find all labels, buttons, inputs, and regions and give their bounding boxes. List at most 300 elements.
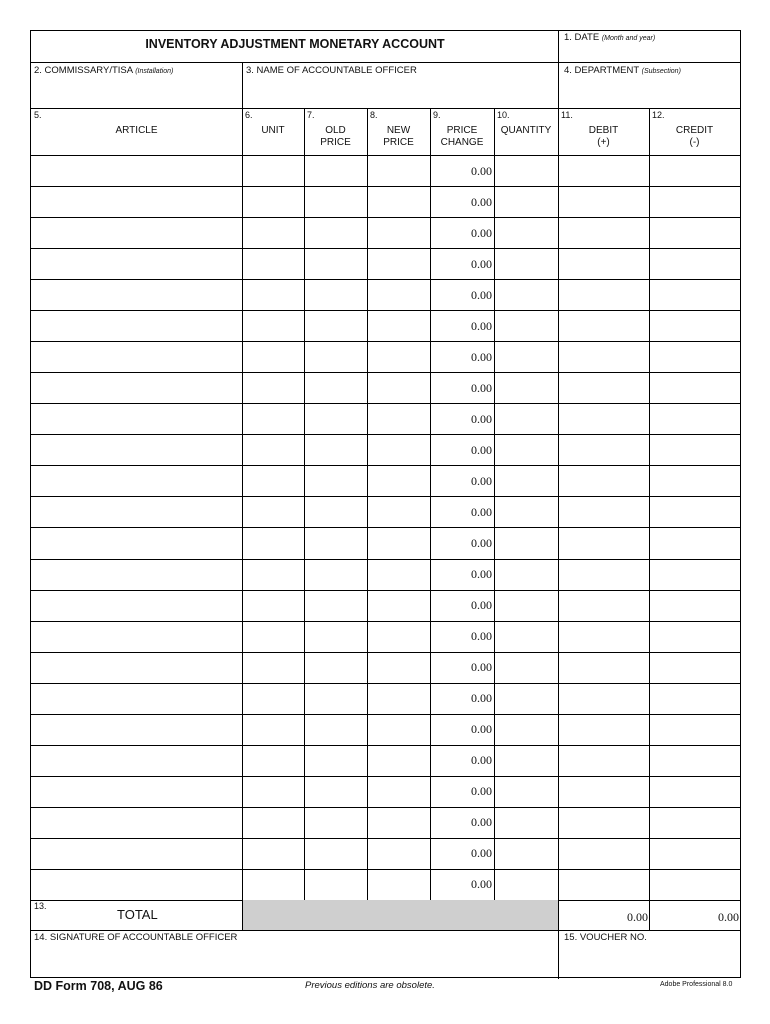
table-row bbox=[31, 186, 740, 217]
table-cell[interactable] bbox=[367, 372, 430, 403]
divider bbox=[494, 838, 495, 869]
divider bbox=[649, 465, 650, 496]
divider bbox=[494, 621, 495, 652]
table-cell[interactable] bbox=[430, 652, 494, 683]
table-cell[interactable] bbox=[367, 217, 430, 248]
table-cell[interactable] bbox=[494, 341, 558, 372]
table-cell[interactable] bbox=[304, 683, 367, 714]
divider bbox=[494, 155, 495, 186]
divider bbox=[31, 930, 740, 931]
table-cell[interactable] bbox=[494, 590, 558, 621]
table-cell[interactable] bbox=[242, 434, 304, 465]
table-cell[interactable] bbox=[558, 807, 649, 838]
column-header-line: PRICE bbox=[383, 137, 414, 148]
table-cell[interactable] bbox=[430, 745, 494, 776]
divider bbox=[367, 590, 368, 621]
table-cell[interactable] bbox=[558, 683, 649, 714]
table-cell[interactable] bbox=[649, 465, 740, 496]
table-cell[interactable] bbox=[31, 310, 242, 341]
table-cell[interactable] bbox=[494, 372, 558, 403]
table-cell[interactable] bbox=[31, 527, 242, 558]
table-cell[interactable] bbox=[494, 496, 558, 527]
divider bbox=[558, 496, 559, 527]
table-cell[interactable] bbox=[304, 341, 367, 372]
table-cell[interactable] bbox=[649, 310, 740, 341]
table-cell[interactable] bbox=[494, 310, 558, 341]
table-cell[interactable] bbox=[494, 838, 558, 869]
table-cell[interactable] bbox=[304, 217, 367, 248]
table-row bbox=[31, 869, 740, 900]
table-cell[interactable] bbox=[31, 372, 242, 403]
divider bbox=[494, 186, 495, 217]
table-cell[interactable] bbox=[367, 590, 430, 621]
table-cell[interactable] bbox=[558, 310, 649, 341]
table-cell[interactable] bbox=[649, 248, 740, 279]
table-cell[interactable] bbox=[367, 838, 430, 869]
table-cell[interactable] bbox=[304, 559, 367, 590]
table-cell[interactable] bbox=[430, 838, 494, 869]
table-cell[interactable] bbox=[31, 683, 242, 714]
total-debit[interactable]: 0.00 bbox=[627, 910, 648, 924]
divider bbox=[367, 248, 368, 279]
column-number: 6. bbox=[245, 110, 253, 120]
table-cell[interactable] bbox=[430, 465, 494, 496]
price-change-value: 0.00 bbox=[471, 691, 492, 706]
table-cell[interactable] bbox=[367, 714, 430, 745]
table-cell[interactable] bbox=[494, 217, 558, 248]
table-cell[interactable] bbox=[31, 341, 242, 372]
table-cell[interactable] bbox=[242, 155, 304, 186]
table-cell[interactable] bbox=[304, 527, 367, 558]
table-cell[interactable] bbox=[31, 465, 242, 496]
divider bbox=[304, 869, 305, 900]
table-cell[interactable] bbox=[430, 310, 494, 341]
table-cell[interactable] bbox=[558, 279, 649, 310]
divider bbox=[304, 745, 305, 776]
table-cell[interactable] bbox=[242, 465, 304, 496]
table-cell[interactable] bbox=[430, 217, 494, 248]
table-cell[interactable] bbox=[649, 869, 740, 900]
divider bbox=[304, 372, 305, 403]
table-cell[interactable] bbox=[304, 838, 367, 869]
divider bbox=[430, 186, 431, 217]
table-cell[interactable] bbox=[558, 590, 649, 621]
divider bbox=[430, 434, 431, 465]
table-cell[interactable] bbox=[649, 403, 740, 434]
table-cell[interactable] bbox=[649, 621, 740, 652]
divider bbox=[242, 217, 243, 248]
table-cell[interactable] bbox=[430, 496, 494, 527]
table-cell[interactable] bbox=[494, 186, 558, 217]
table-cell[interactable] bbox=[649, 652, 740, 683]
table-cell[interactable] bbox=[304, 248, 367, 279]
divider bbox=[304, 155, 305, 186]
table-cell[interactable] bbox=[558, 838, 649, 869]
table-cell[interactable] bbox=[494, 807, 558, 838]
table-cell[interactable] bbox=[558, 776, 649, 807]
table-cell[interactable] bbox=[494, 776, 558, 807]
table-cell[interactable] bbox=[242, 372, 304, 403]
divider bbox=[367, 869, 368, 900]
table-cell[interactable] bbox=[649, 217, 740, 248]
table-cell[interactable] bbox=[242, 279, 304, 310]
column-number: 8. bbox=[370, 110, 378, 120]
table-cell[interactable] bbox=[31, 217, 242, 248]
table-cell[interactable] bbox=[558, 652, 649, 683]
table-cell[interactable] bbox=[430, 714, 494, 745]
table-cell[interactable] bbox=[304, 590, 367, 621]
divider bbox=[430, 621, 431, 652]
divider bbox=[242, 372, 243, 403]
table-cell[interactable] bbox=[649, 807, 740, 838]
divider bbox=[367, 745, 368, 776]
table-cell[interactable] bbox=[558, 621, 649, 652]
table-cell[interactable] bbox=[304, 776, 367, 807]
table-cell[interactable] bbox=[558, 527, 649, 558]
divider bbox=[430, 372, 431, 403]
table-cell[interactable] bbox=[304, 155, 367, 186]
table-row bbox=[31, 403, 740, 434]
table-cell[interactable] bbox=[367, 807, 430, 838]
divider bbox=[367, 807, 368, 838]
table-cell[interactable] bbox=[494, 527, 558, 558]
divider bbox=[494, 217, 495, 248]
divider bbox=[494, 403, 495, 434]
table-cell[interactable] bbox=[430, 621, 494, 652]
divider bbox=[430, 465, 431, 496]
table-cell[interactable] bbox=[649, 496, 740, 527]
table-cell[interactable] bbox=[649, 683, 740, 714]
table-cell[interactable] bbox=[242, 807, 304, 838]
divider bbox=[558, 155, 559, 186]
table-cell[interactable] bbox=[31, 590, 242, 621]
table-cell[interactable] bbox=[31, 776, 242, 807]
table-cell[interactable] bbox=[304, 186, 367, 217]
price-change-value: 0.00 bbox=[471, 349, 492, 364]
table-cell[interactable] bbox=[31, 186, 242, 217]
table-cell[interactable] bbox=[242, 341, 304, 372]
table-cell[interactable] bbox=[367, 869, 430, 900]
table-cell[interactable] bbox=[494, 621, 558, 652]
table-cell[interactable] bbox=[558, 217, 649, 248]
table-cell[interactable] bbox=[494, 745, 558, 776]
table-cell[interactable] bbox=[304, 496, 367, 527]
divider bbox=[494, 745, 495, 776]
table-cell[interactable] bbox=[31, 621, 242, 652]
table-cell[interactable] bbox=[367, 745, 430, 776]
divider bbox=[304, 341, 305, 372]
divider bbox=[242, 279, 243, 310]
table-cell[interactable] bbox=[31, 248, 242, 279]
table-cell[interactable] bbox=[242, 838, 304, 869]
table-cell[interactable] bbox=[304, 465, 367, 496]
divider bbox=[558, 465, 559, 496]
table-cell[interactable] bbox=[649, 279, 740, 310]
table-cell[interactable] bbox=[649, 341, 740, 372]
divider bbox=[242, 590, 243, 621]
table-cell[interactable] bbox=[31, 559, 242, 590]
table-cell[interactable] bbox=[494, 155, 558, 186]
divider bbox=[558, 900, 559, 979]
table-cell[interactable] bbox=[304, 652, 367, 683]
table-cell[interactable] bbox=[430, 807, 494, 838]
column-header-line: (+) bbox=[597, 137, 610, 148]
table-cell[interactable] bbox=[242, 745, 304, 776]
table-cell[interactable] bbox=[430, 248, 494, 279]
table-cell[interactable] bbox=[430, 341, 494, 372]
table-cell[interactable] bbox=[430, 403, 494, 434]
voucher-label: 15. VOUCHER NO. bbox=[564, 932, 647, 943]
table-cell[interactable] bbox=[494, 559, 558, 590]
column-header-line: PRICE bbox=[320, 137, 351, 148]
price-change-value: 0.00 bbox=[471, 877, 492, 892]
table-cell[interactable] bbox=[242, 186, 304, 217]
table-cell[interactable] bbox=[367, 341, 430, 372]
column-number: 10. bbox=[497, 110, 510, 120]
table-cell[interactable] bbox=[304, 279, 367, 310]
table-cell[interactable] bbox=[367, 621, 430, 652]
table-cell[interactable] bbox=[430, 776, 494, 807]
table-cell[interactable] bbox=[367, 652, 430, 683]
table-cell[interactable] bbox=[242, 683, 304, 714]
table-cell[interactable] bbox=[494, 279, 558, 310]
table-cell[interactable] bbox=[242, 714, 304, 745]
divider bbox=[242, 745, 243, 776]
table-cell[interactable] bbox=[558, 186, 649, 217]
price-change-value: 0.00 bbox=[471, 194, 492, 209]
obsolete-note: Previous editions are obsolete. bbox=[305, 980, 435, 991]
table-cell[interactable] bbox=[494, 869, 558, 900]
table-cell[interactable] bbox=[367, 496, 430, 527]
table-cell[interactable] bbox=[367, 248, 430, 279]
table-cell[interactable] bbox=[31, 434, 242, 465]
table-cell[interactable] bbox=[430, 559, 494, 590]
table-cell[interactable] bbox=[649, 155, 740, 186]
table-cell[interactable] bbox=[242, 776, 304, 807]
table-cell[interactable] bbox=[649, 372, 740, 403]
total-number: 13. bbox=[34, 901, 47, 911]
table-cell[interactable] bbox=[649, 434, 740, 465]
table-cell[interactable] bbox=[367, 683, 430, 714]
divider bbox=[304, 310, 305, 341]
table-cell[interactable] bbox=[494, 465, 558, 496]
table-cell[interactable] bbox=[242, 310, 304, 341]
table-cell[interactable] bbox=[367, 527, 430, 558]
divider bbox=[242, 869, 243, 900]
table-cell[interactable] bbox=[558, 403, 649, 434]
divider bbox=[430, 869, 431, 900]
table-row bbox=[31, 590, 740, 621]
table-cell[interactable] bbox=[242, 652, 304, 683]
table-cell[interactable] bbox=[31, 869, 242, 900]
divider bbox=[31, 62, 740, 63]
table-cell[interactable] bbox=[304, 807, 367, 838]
table-cell[interactable] bbox=[304, 714, 367, 745]
divider bbox=[242, 807, 243, 838]
table-cell[interactable] bbox=[367, 310, 430, 341]
divider bbox=[367, 776, 368, 807]
divider bbox=[558, 217, 559, 248]
table-cell[interactable] bbox=[430, 683, 494, 714]
table-cell[interactable] bbox=[304, 372, 367, 403]
divider bbox=[304, 465, 305, 496]
table-cell[interactable] bbox=[367, 776, 430, 807]
divider bbox=[430, 155, 431, 186]
divider bbox=[242, 900, 243, 930]
divider bbox=[304, 403, 305, 434]
table-cell[interactable] bbox=[494, 714, 558, 745]
divider bbox=[242, 496, 243, 527]
divider bbox=[304, 652, 305, 683]
table-cell[interactable] bbox=[242, 217, 304, 248]
divider bbox=[304, 776, 305, 807]
table-cell[interactable] bbox=[430, 279, 494, 310]
divider bbox=[367, 621, 368, 652]
table-row bbox=[31, 776, 740, 807]
table-cell[interactable] bbox=[31, 155, 242, 186]
table-cell[interactable] bbox=[31, 279, 242, 310]
table-cell[interactable] bbox=[649, 590, 740, 621]
table-row bbox=[31, 217, 740, 248]
table-cell[interactable] bbox=[31, 403, 242, 434]
divider bbox=[242, 434, 243, 465]
table-cell[interactable] bbox=[558, 341, 649, 372]
table-cell[interactable] bbox=[367, 434, 430, 465]
table-cell[interactable] bbox=[558, 248, 649, 279]
date-field[interactable] bbox=[564, 32, 655, 44]
table-cell[interactable] bbox=[242, 403, 304, 434]
column-number: 7. bbox=[307, 110, 315, 120]
table-cell[interactable] bbox=[367, 155, 430, 186]
commissary-field[interactable] bbox=[34, 65, 173, 77]
divider bbox=[494, 248, 495, 279]
table-cell[interactable] bbox=[649, 186, 740, 217]
department-field[interactable] bbox=[564, 65, 681, 77]
officer-name-field[interactable] bbox=[246, 65, 417, 76]
table-cell[interactable] bbox=[304, 869, 367, 900]
signature-field[interactable] bbox=[34, 932, 237, 943]
divider bbox=[649, 310, 650, 341]
table-cell[interactable] bbox=[304, 621, 367, 652]
table-cell[interactable] bbox=[494, 683, 558, 714]
divider bbox=[367, 372, 368, 403]
table-cell[interactable] bbox=[430, 527, 494, 558]
table-cell[interactable] bbox=[430, 434, 494, 465]
table-row bbox=[31, 559, 740, 590]
table-cell[interactable] bbox=[494, 434, 558, 465]
table-row bbox=[31, 807, 740, 838]
table-cell[interactable] bbox=[649, 559, 740, 590]
table-cell[interactable] bbox=[242, 559, 304, 590]
table-cell[interactable] bbox=[367, 403, 430, 434]
table-cell[interactable] bbox=[367, 559, 430, 590]
table-cell[interactable] bbox=[558, 465, 649, 496]
divider bbox=[649, 683, 650, 714]
divider bbox=[494, 434, 495, 465]
table-cell[interactable] bbox=[304, 310, 367, 341]
table-cell[interactable] bbox=[558, 372, 649, 403]
voucher-field[interactable] bbox=[564, 932, 647, 943]
table-cell[interactable] bbox=[558, 559, 649, 590]
table-cell[interactable] bbox=[304, 403, 367, 434]
table-cell[interactable] bbox=[494, 403, 558, 434]
column-header bbox=[304, 125, 367, 149]
table-cell[interactable] bbox=[31, 745, 242, 776]
divider bbox=[494, 590, 495, 621]
divider bbox=[649, 248, 650, 279]
table-cell[interactable] bbox=[558, 869, 649, 900]
table-cell[interactable] bbox=[367, 186, 430, 217]
table-cell[interactable] bbox=[31, 652, 242, 683]
table-cell[interactable] bbox=[430, 869, 494, 900]
divider bbox=[242, 108, 243, 155]
table-cell[interactable] bbox=[367, 279, 430, 310]
divider bbox=[649, 155, 650, 186]
table-cell[interactable] bbox=[304, 434, 367, 465]
divider bbox=[558, 62, 559, 108]
table-cell[interactable] bbox=[558, 434, 649, 465]
price-change-value: 0.00 bbox=[471, 846, 492, 861]
table-cell[interactable] bbox=[649, 745, 740, 776]
table-cell[interactable] bbox=[494, 248, 558, 279]
divider bbox=[649, 279, 650, 310]
table-cell[interactable] bbox=[31, 496, 242, 527]
table-cell[interactable] bbox=[31, 838, 242, 869]
total-credit[interactable]: 0.00 bbox=[718, 910, 739, 924]
table-cell[interactable] bbox=[649, 714, 740, 745]
table-cell[interactable] bbox=[304, 745, 367, 776]
table-cell[interactable] bbox=[367, 465, 430, 496]
table-row bbox=[31, 465, 740, 496]
table-cell[interactable] bbox=[558, 496, 649, 527]
commissary-label: 2. COMMISSARY/TISA bbox=[34, 65, 133, 76]
table-cell[interactable] bbox=[31, 714, 242, 745]
divider bbox=[649, 403, 650, 434]
table-cell[interactable] bbox=[649, 527, 740, 558]
table-cell[interactable] bbox=[558, 155, 649, 186]
table-cell[interactable] bbox=[242, 590, 304, 621]
divider bbox=[304, 217, 305, 248]
divider bbox=[304, 248, 305, 279]
table-cell[interactable] bbox=[242, 496, 304, 527]
table-cell[interactable] bbox=[649, 776, 740, 807]
divider bbox=[494, 869, 495, 900]
table-cell[interactable] bbox=[430, 155, 494, 186]
table-cell[interactable] bbox=[430, 590, 494, 621]
table-cell[interactable] bbox=[430, 186, 494, 217]
table-cell[interactable] bbox=[31, 807, 242, 838]
table-cell[interactable] bbox=[558, 745, 649, 776]
table-cell[interactable] bbox=[242, 621, 304, 652]
table-cell[interactable] bbox=[242, 869, 304, 900]
column-header-line: DEBIT bbox=[588, 125, 619, 136]
price-change-value: 0.00 bbox=[471, 287, 492, 302]
price-change-value: 0.00 bbox=[471, 318, 492, 333]
total-shaded-area bbox=[242, 900, 558, 930]
divider bbox=[31, 108, 740, 109]
divider bbox=[304, 186, 305, 217]
table-cell[interactable] bbox=[558, 714, 649, 745]
table-cell[interactable] bbox=[494, 652, 558, 683]
table-cell[interactable] bbox=[242, 527, 304, 558]
table-cell[interactable] bbox=[430, 372, 494, 403]
price-change-value: 0.00 bbox=[471, 660, 492, 675]
divider bbox=[367, 465, 368, 496]
table-cell[interactable] bbox=[649, 838, 740, 869]
divider bbox=[558, 108, 559, 155]
table-cell[interactable] bbox=[242, 248, 304, 279]
divider bbox=[494, 465, 495, 496]
